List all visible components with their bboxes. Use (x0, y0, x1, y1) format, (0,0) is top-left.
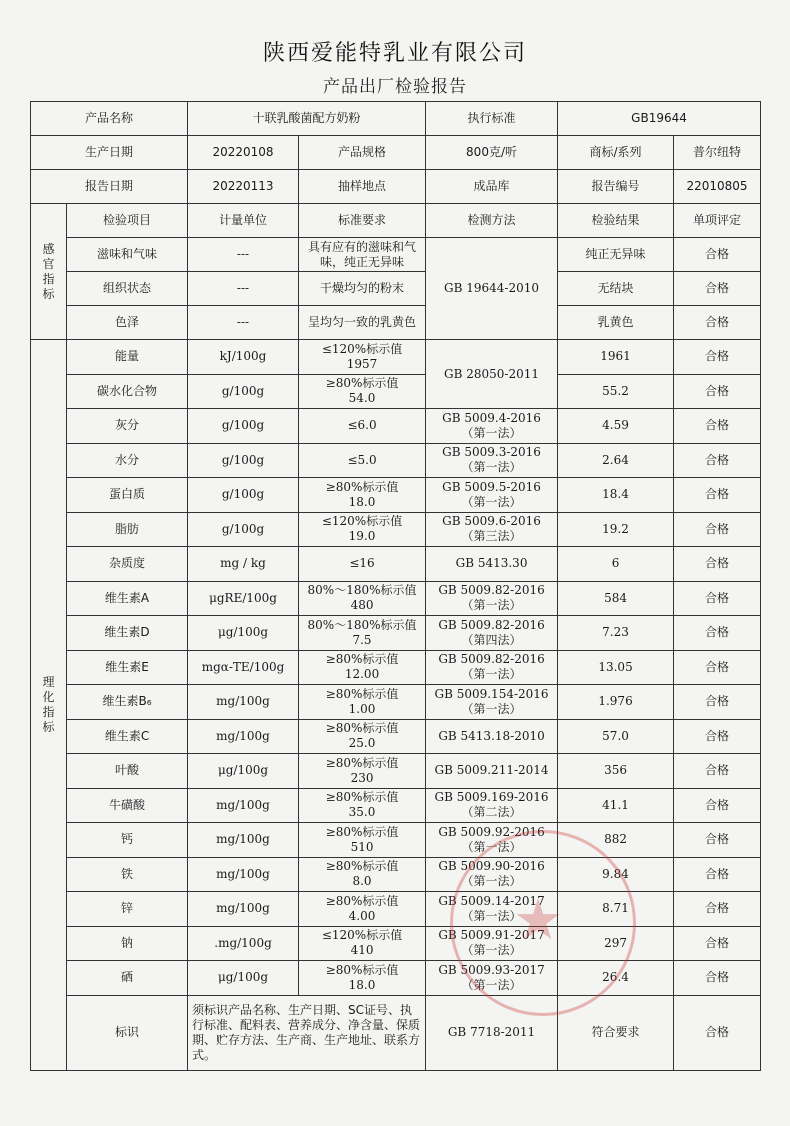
report-date-value: 20220113 (188, 170, 299, 204)
physchem-row (31, 961, 761, 996)
physchem-requirement (299, 719, 426, 754)
physchem-item: 叶酸 (67, 754, 188, 789)
physchem-method-line1: GB 5413.18-2010 (438, 728, 545, 743)
physchem-item: 维生素B₆ (67, 685, 188, 720)
physchem-item: 杂质度 (67, 547, 188, 582)
physchem-method (426, 788, 558, 823)
physchem-result: 57.0 (558, 719, 674, 754)
sensory-requirement: 呈均匀一致的乳黄色 (299, 306, 426, 340)
physchem-requirement (299, 892, 426, 927)
physchem-requirement-line2: 54.0 (348, 391, 376, 406)
physchem-item: 铁 (67, 857, 188, 892)
sensory-item: 色泽 (67, 306, 188, 340)
physchem-verdict: 合格 (674, 857, 761, 892)
physchem-method-line1: GB 5009.169-2016 (434, 790, 549, 805)
physchem-requirement-line2: 8.0 (352, 874, 372, 889)
physchem-requirement-line2: 480 (350, 598, 374, 613)
physchem-requirement-line1: ≥80%标示值 (325, 755, 399, 770)
physchem-result: 26.4 (558, 961, 674, 996)
physchem-verdict: 合格 (674, 685, 761, 720)
category-char: 化 (42, 689, 55, 704)
physchem-method (426, 857, 558, 892)
physchem-row (31, 547, 761, 582)
physchem-method-line2: （第一法） (461, 460, 522, 475)
column-header-result: 检验结果 (558, 204, 674, 238)
standard-value: GB19644 (558, 102, 761, 136)
column-header-method: 检测方法 (426, 204, 558, 238)
physchem-method-line1: GB 5009.91-2017 (438, 928, 545, 943)
physchem-item: 牛磺酸 (67, 788, 188, 823)
physchem-method-line2: （第一法） (461, 839, 522, 854)
physchem-requirement-line2: 7.5 (352, 632, 372, 647)
physchem-method-line1: GB 5009.90-2016 (438, 859, 545, 874)
sensory-verdict: 合格 (674, 238, 761, 272)
physchem-verdict: 合格 (674, 409, 761, 444)
sensory-unit: --- (188, 272, 299, 306)
physchem-method (426, 926, 558, 961)
physchem-requirement (299, 409, 426, 444)
physchem-item: 灰分 (67, 409, 188, 444)
physchem-result: 55.2 (558, 374, 674, 409)
physchem-requirement-line2: 35.0 (348, 805, 376, 820)
sensory-unit: --- (188, 238, 299, 272)
info-row-1 (31, 102, 761, 136)
physchem-result: 297 (558, 926, 674, 961)
physchem-result: 18.4 (558, 478, 674, 513)
category-char: 指 (42, 271, 55, 286)
production-date-value: 20220108 (188, 136, 299, 170)
physchem-method (426, 581, 558, 616)
physchem-method-line2: （第一法） (461, 667, 522, 682)
physchem-method-line2: （第一法） (461, 908, 522, 923)
physchem-result: 19.2 (558, 512, 674, 547)
sensory-requirement: 干燥均匀的粉末 (299, 272, 426, 306)
physchem-method-line1: GB 5009.3-2016 (442, 445, 541, 460)
physchem-requirement (299, 443, 426, 478)
sampling-label: 抽样地点 (299, 170, 426, 204)
physchem-verdict: 合格 (674, 823, 761, 858)
physchem-method (426, 754, 558, 789)
physchem-verdict: 合格 (674, 340, 761, 375)
physchem-result: 4.59 (558, 409, 674, 444)
spec-label: 产品规格 (299, 136, 426, 170)
physchem-item: 钙 (67, 823, 188, 858)
physchem-method-line2: （第一法） (461, 977, 522, 992)
physchem-requirement-line2: 19.0 (348, 529, 376, 544)
physchem-method-line1: GB 5009.4-2016 (442, 410, 541, 425)
physchem-unit: mg/100g (188, 823, 299, 858)
physchem-requirement-line2: 4.00 (348, 908, 376, 923)
physchem-verdict: 合格 (674, 892, 761, 927)
physchem-requirement-line2: 230 (350, 770, 374, 785)
company-name: 陕西爱能特乳业有限公司 (262, 41, 527, 66)
physchem-requirement-line1: ≤120%标示值 (321, 341, 403, 356)
physchem-category (31, 340, 67, 1071)
physchem-row (31, 443, 761, 478)
column-header-row (31, 204, 761, 238)
physchem-method-line2: （第一法） (461, 874, 522, 889)
physchem-row (31, 754, 761, 789)
physchem-row (31, 685, 761, 720)
info-row-3 (31, 170, 761, 204)
physchem-unit: mg / kg (188, 547, 299, 582)
physchem-requirement-line2: 1957 (346, 356, 378, 371)
physchem-requirement (299, 754, 426, 789)
physchem-method-line1: GB 5009.82-2016 (438, 652, 545, 667)
physchem-requirement-line1: ≥80%标示值 (325, 652, 399, 667)
physchem-unit: .mg/100g (188, 926, 299, 961)
physchem-requirement-line1: 80%～180%标示值 (307, 583, 417, 598)
physchem-unit: kJ/100g (188, 340, 299, 375)
physchem-requirement-line1: ≤16 (349, 556, 375, 571)
physchem-requirement-line1: ≥80%标示值 (325, 824, 399, 839)
spec-value: 800克/听 (426, 136, 558, 170)
physchem-requirement (299, 926, 426, 961)
physchem-requirement-line1: ≥80%标示值 (325, 376, 399, 391)
physchem-method-line1: GB 5009.92-2016 (438, 824, 545, 839)
physchem-item: 碳水化合物 (67, 374, 188, 409)
physchem-method-line2: （第一法） (461, 494, 522, 509)
physchem-result: 41.1 (558, 788, 674, 823)
physchem-requirement-line2: 12.00 (344, 667, 380, 682)
category-char: 标 (42, 719, 55, 734)
sensory-row (31, 306, 761, 340)
report-date-label: 报告日期 (31, 170, 188, 204)
physchem-method (426, 892, 558, 927)
physchem-requirement (299, 650, 426, 685)
physchem-unit: mg/100g (188, 719, 299, 754)
sensory-category (31, 204, 67, 340)
physchem-row (31, 892, 761, 927)
physchem-unit: g/100g (188, 512, 299, 547)
physchem-method-line1: GB 5009.82-2016 (438, 617, 545, 632)
category-char: 指 (42, 704, 55, 719)
physchem-method-line1: GB 5009.93-2017 (438, 962, 545, 977)
physchem-unit: μg/100g (188, 961, 299, 996)
physchem-requirement (299, 961, 426, 996)
physchem-method (426, 685, 558, 720)
physchem-method (426, 650, 558, 685)
physchem-verdict: 合格 (674, 478, 761, 513)
standard-label: 执行标准 (426, 102, 558, 136)
info-row-2 (31, 136, 761, 170)
column-header-item: 检验项目 (67, 204, 188, 238)
physchem-method (426, 478, 558, 513)
physchem-method-line2: （第四法） (461, 632, 522, 647)
physchem-item: 蛋白质 (67, 478, 188, 513)
physchem-result: 1961 (558, 340, 674, 375)
physchem-verdict: 合格 (674, 650, 761, 685)
physchem-result: 356 (558, 754, 674, 789)
physchem-method-line2: （第一法） (461, 701, 522, 716)
labeling-verdict: 合格 (674, 995, 761, 1070)
brand-label: 商标/系列 (558, 136, 674, 170)
physchem-verdict: 合格 (674, 443, 761, 478)
physchem-unit: g/100g (188, 478, 299, 513)
physchem-result: 2.64 (558, 443, 674, 478)
physchem-requirement (299, 788, 426, 823)
physchem-result: 9.84 (558, 857, 674, 892)
physchem-unit: mg/100g (188, 685, 299, 720)
physchem-unit: μg/100g (188, 616, 299, 651)
physchem-item: 水分 (67, 443, 188, 478)
physchem-unit: μg/100g (188, 754, 299, 789)
sensory-item: 组织状态 (67, 272, 188, 306)
category-char: 标 (42, 286, 55, 301)
physchem-requirement-line1: 80%～180%标示值 (307, 617, 417, 632)
physchem-requirement-line2: 18.0 (348, 977, 376, 992)
physchem-verdict: 合格 (674, 512, 761, 547)
category-char: 官 (42, 256, 55, 271)
column-header-requirement: 标准要求 (299, 204, 426, 238)
physchem-row (31, 581, 761, 616)
sensory-result: 乳黄色 (558, 306, 674, 340)
physchem-method (426, 409, 558, 444)
physchem-method-line1: GB 5009.82-2016 (438, 583, 545, 598)
physchem-requirement-line2: 410 (350, 943, 374, 958)
physchem-row (31, 926, 761, 961)
sensory-verdict: 合格 (674, 306, 761, 340)
physchem-requirement-line1: ≤5.0 (347, 452, 377, 467)
physchem-method-line1: GB 5413.30 (455, 556, 528, 571)
physchem-requirement-line2: 1.00 (348, 701, 376, 716)
physchem-result: 1.976 (558, 685, 674, 720)
physchem-requirement (299, 581, 426, 616)
product-name-label: 产品名称 (31, 102, 188, 136)
physchem-requirement (299, 616, 426, 651)
labeling-method: GB 7718-2011 (426, 995, 558, 1070)
physchem-result: 882 (558, 823, 674, 858)
physchem-row (31, 409, 761, 444)
sensory-item: 滋味和气味 (67, 238, 188, 272)
physchem-verdict: 合格 (674, 374, 761, 409)
physchem-unit: mg/100g (188, 857, 299, 892)
physchem-requirement (299, 685, 426, 720)
physchem-requirement-line1: ≥80%标示值 (325, 859, 399, 874)
report-no-value: 22010805 (674, 170, 761, 204)
column-header-unit: 计量单位 (188, 204, 299, 238)
physchem-method (426, 443, 558, 478)
physchem-result: 8.71 (558, 892, 674, 927)
sensory-unit: --- (188, 306, 299, 340)
physchem-requirement (299, 547, 426, 582)
category-char: 感 (42, 241, 55, 256)
physchem-verdict: 合格 (674, 961, 761, 996)
physchem-unit: mg/100g (188, 892, 299, 927)
physchem-requirement-line1: ≥80%标示值 (325, 721, 399, 736)
physchem-requirement-line1: ≥80%标示值 (325, 893, 399, 908)
physchem-method (426, 719, 558, 754)
physchem-requirement-line1: ≥80%标示值 (325, 686, 399, 701)
physchem-verdict: 合格 (674, 788, 761, 823)
physchem-item: 维生素D (67, 616, 188, 651)
physchem-method (426, 616, 558, 651)
column-header-verdict: 单项评定 (674, 204, 761, 238)
labeling-item: 标识 (67, 995, 188, 1070)
physchem-row (31, 719, 761, 754)
physchem-requirement-line1: ≥80%标示值 (325, 790, 399, 805)
physchem-item: 硒 (67, 961, 188, 996)
physchem-requirement-line1: ≤6.0 (347, 418, 377, 433)
physchem-verdict: 合格 (674, 719, 761, 754)
category-char: 理 (42, 674, 55, 689)
physchem-requirement (299, 857, 426, 892)
physchem-requirement (299, 823, 426, 858)
sensory-method: GB 19644-2010 (426, 238, 558, 340)
physchem-row (31, 478, 761, 513)
physchem-row (31, 788, 761, 823)
labeling-row (31, 995, 761, 1070)
physchem-unit: g/100g (188, 443, 299, 478)
physchem-result: 584 (558, 581, 674, 616)
labeling-requirement: 须标识产品名称、生产日期、SC证号、执行标准、配料表、营养成分、净含量、保质期、贮存方法、生产商、生产地址、联系方式。 (188, 995, 426, 1070)
physchem-result: 13.05 (558, 650, 674, 685)
physchem-method-line2: （第一法） (461, 425, 522, 440)
physchem-method: GB 28050-2011 (426, 340, 558, 409)
sensory-result: 纯正无异味 (558, 238, 674, 272)
physchem-row (31, 340, 761, 375)
physchem-item: 钠 (67, 926, 188, 961)
physchem-verdict: 合格 (674, 581, 761, 616)
physchem-requirement (299, 512, 426, 547)
physchem-verdict: 合格 (674, 926, 761, 961)
physchem-method-line2: （第一法） (461, 943, 522, 958)
physchem-method-line1: GB 5009.154-2016 (434, 686, 549, 701)
inspection-table (30, 101, 761, 1071)
physchem-result: 6 (558, 547, 674, 582)
physchem-unit: g/100g (188, 374, 299, 409)
physchem-item: 维生素A (67, 581, 188, 616)
physchem-item: 脂肪 (67, 512, 188, 547)
physchem-method (426, 512, 558, 547)
physchem-result: 7.23 (558, 616, 674, 651)
physchem-method (426, 823, 558, 858)
physchem-requirement-line2: 25.0 (348, 736, 376, 751)
sensory-row (31, 238, 761, 272)
physchem-row (31, 512, 761, 547)
sensory-row (31, 272, 761, 306)
physchem-item: 维生素C (67, 719, 188, 754)
physchem-method-line1: GB 5009.5-2016 (442, 479, 541, 494)
physchem-requirement (299, 374, 426, 409)
sampling-value: 成品库 (426, 170, 558, 204)
report-title: 产品出厂检验报告 (323, 77, 467, 97)
seal-star-icon: ★ (513, 888, 564, 953)
physchem-verdict: 合格 (674, 754, 761, 789)
physchem-unit: μgRE/100g (188, 581, 299, 616)
sensory-result: 无结块 (558, 272, 674, 306)
physchem-row (31, 374, 761, 409)
physchem-requirement-line1: ≥80%标示值 (325, 962, 399, 977)
physchem-unit: mgα-TE/100g (188, 650, 299, 685)
physchem-method-line1: GB 5009.6-2016 (442, 514, 541, 529)
physchem-method-line2: （第三法） (461, 529, 522, 544)
physchem-item: 能量 (67, 340, 188, 375)
physchem-unit: g/100g (188, 409, 299, 444)
physchem-requirement (299, 340, 426, 375)
physchem-method-line2: （第一法） (461, 598, 522, 613)
physchem-row (31, 650, 761, 685)
labeling-result: 符合要求 (558, 995, 674, 1070)
sensory-verdict: 合格 (674, 272, 761, 306)
physchem-item: 维生素E (67, 650, 188, 685)
product-name-value: 十联乳酸菌配方奶粉 (188, 102, 426, 136)
physchem-method-line1: GB 5009.211-2014 (434, 763, 549, 778)
physchem-row (31, 857, 761, 892)
physchem-method-line1: GB 5009.14-2017 (438, 893, 545, 908)
physchem-requirement (299, 478, 426, 513)
brand-value: 普尔纽特 (674, 136, 761, 170)
physchem-method (426, 961, 558, 996)
physchem-item: 锌 (67, 892, 188, 927)
physchem-requirement-line2: 18.0 (348, 494, 376, 509)
report-no-label: 报告编号 (558, 170, 674, 204)
physchem-method (426, 547, 558, 582)
physchem-requirement-line1: ≤120%标示值 (321, 514, 403, 529)
physchem-requirement-line1: ≥80%标示值 (325, 479, 399, 494)
physchem-row (31, 616, 761, 651)
physchem-requirement-line1: ≤120%标示值 (321, 928, 403, 943)
physchem-verdict: 合格 (674, 547, 761, 582)
physchem-method-line2: （第二法） (461, 805, 522, 820)
sensory-requirement: 具有应有的滋味和气味，纯正无异味 (299, 238, 426, 272)
physchem-row (31, 823, 761, 858)
production-date-label: 生产日期 (31, 136, 188, 170)
physchem-unit: mg/100g (188, 788, 299, 823)
physchem-requirement-line2: 510 (350, 839, 374, 854)
physchem-verdict: 合格 (674, 616, 761, 651)
